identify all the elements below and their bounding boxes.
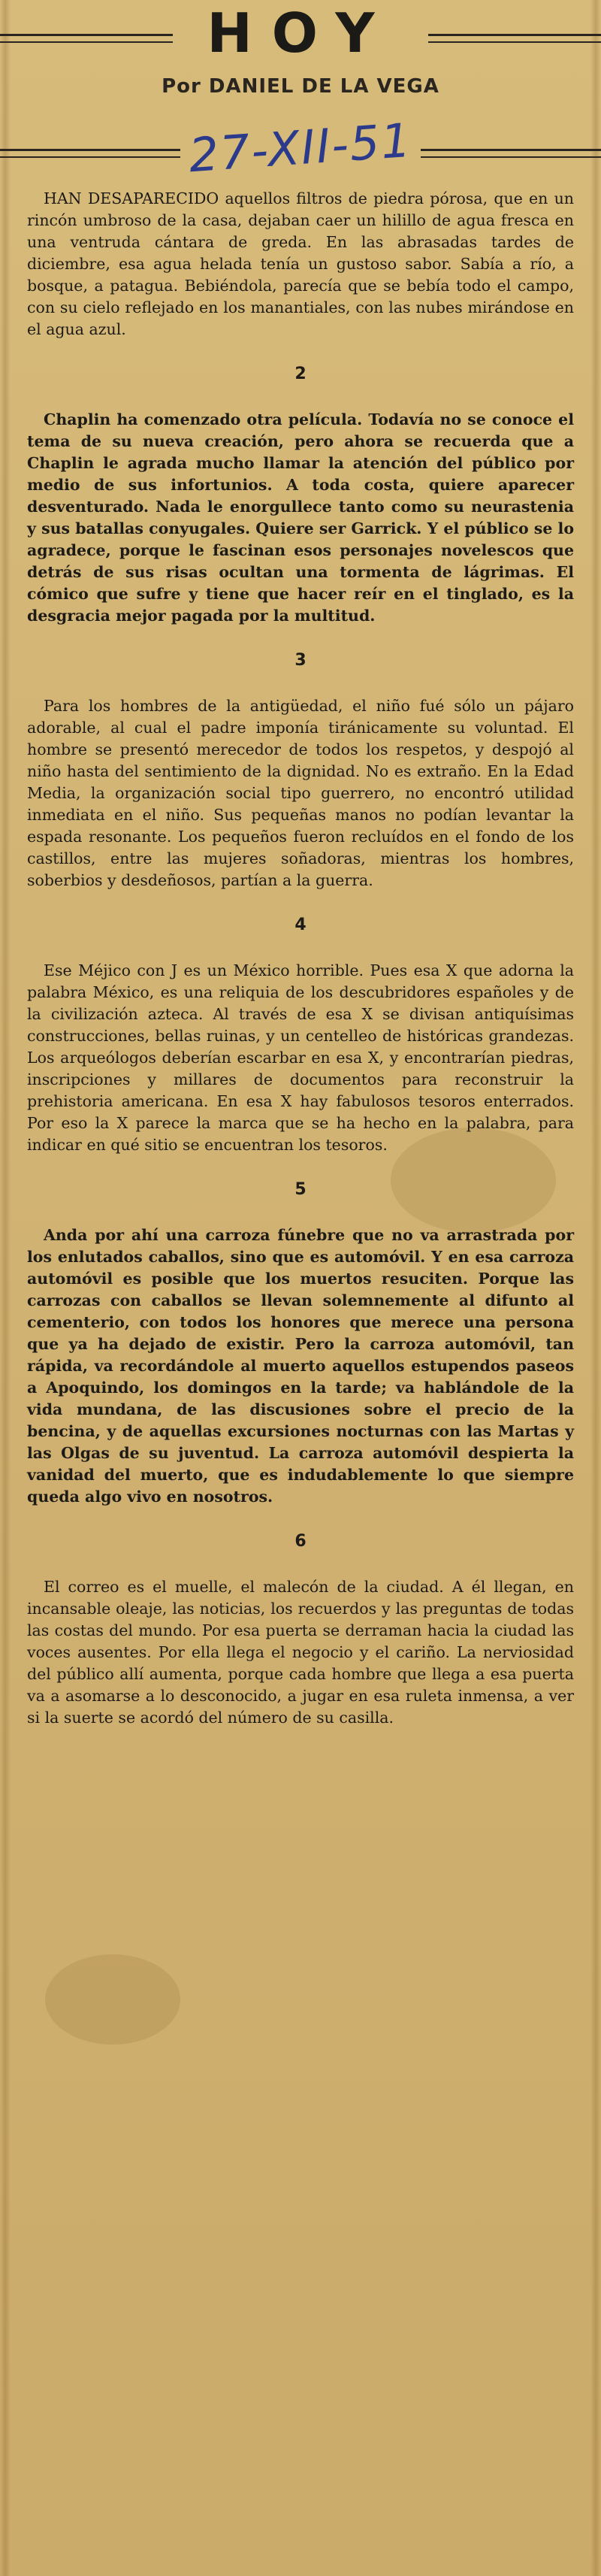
header-rule-right-top: [428, 34, 601, 36]
header-rule-left-lower: [0, 149, 180, 151]
header-rule-left-top: [0, 34, 173, 36]
handwritten-date: 27-XII-51: [187, 112, 414, 183]
header-rule-right-bottom: [428, 41, 601, 43]
section-6-number: 6: [294, 1532, 307, 1551]
section-4-text: Ese Méjico con J es un México horrible. Pues esa X que adorna la palabra México, es una reliquia de los descubridores españoles y de la civilización azteca. Al través de esa X se divisan antiquísimas construcciones, bellas ruinas, y un centelleo de históricas grandezas. Los arqueólogos deberían escarbar en esa X, y encontrarían piedras, inscripciones y millares de documentos para reconstruir la prehistoria americana. En esa X hay fabulosos tesoros enterrados. Por eso la X parece la marca que se ha hecho en la palabra, para indicar en qué sitio se encuentran los tesoros.: [27, 961, 574, 1154]
paper-stain: [45, 1954, 180, 2045]
article-body: [27, 188, 574, 1729]
section-3-number: 3: [294, 651, 307, 670]
header-rule-left-bottom: [0, 41, 173, 43]
column-header: [0, 0, 601, 188]
section-5-text: Anda por ahí una carroza fúnebre que no va arrastrada por los enlutados caballos, sino que es automóvil. Y en esa carroza automóvil es posible que los muertos resuciten. Porque las carrozas con caballos se llevan solemnemente al difunto al cementerio, con todos los honores que merece una persona que ya ha dejado de existir. Pero la carroza automóvil, tan rápida, va recordándole al muerto aquellos estupendos paseos a Apoquindo, los domingos en la tarde; va hablándole de la vida mundana, de las discusiones sobre el precio de la bencina, y de aquellas excursiones nocturnas con las Martas y las Olgas de su juventud. La carroza automóvil despierta la vanidad del muerto, que es indudablemente lo que siempre queda algo vivo en nosotros.: [27, 1226, 574, 1506]
paper-fold-left: [0, 0, 11, 2576]
paper-fold-right: [590, 0, 601, 2576]
column-title: HOY: [207, 2, 394, 65]
section-3-text: Para los hombres de la antigüedad, el niño fué sólo un pájaro adorable, al cual el padre imponía tiránicamente su voluntad. El hombre se presentó merecedor de todos los respetos, y despojó al niño hasta del sentimiento de la dignidad. No es extraño. En la Edad Media, la organización social tipo guerrero, no encontró utilidad inmediata en el niño. Sus pequeñas manos no podían levantar la espada resonante. Los pequeños fueron recluídos en el fondo de los castillos, entre las mujeres soñadoras, mientras los hombres, soberbios y desdeñosos, partían a la guerra.: [27, 697, 574, 889]
author-byline: Por DANIEL DE LA VEGA: [162, 75, 439, 98]
section-5-number: 5: [294, 1180, 307, 1199]
section-2-text: Chaplin ha comenzado otra película. Todavía no se conoce el tema de su nueva creación, pero ahora se recuerda que a Chaplin le agrada mucho llamar la atención del público por medio de sus infortunios. A toda costa, quiere aparecer desventurado. Nada le enorgullece tanto como su neurastenia y sus batallas conyugales. Quiere ser Garrick. Y el público se lo agradece, porque le fascinan esos personajes novelescos que detrás de sus risas ocultan una tormenta de lágrimas. El cómico que sufre y tiene que hacer reír en el tinglado, es la desgracia mejor pagada por la multitud.: [27, 410, 574, 625]
header-rule-right-lower: [421, 149, 601, 151]
section-4-number: 4: [294, 916, 307, 934]
header-rule-right-lower-2: [421, 156, 601, 158]
section-6-text: El correo es el muelle, el malecón de la ciudad. A él llegan, en incansable oleaje, las noticias, los recuerdos y las preguntas de todas las costas del mundo. Por esa puerta se derraman hacia la ciudad las voces ausentes. Por ella llega el negocio y el cariño. La nerviosidad del público allí aumenta, porque cada hombre que llega a esa puerta va a asomarse a lo desconocido, a jugar en esa ruleta inmensa, a ver si la suerte se acordó del número de su casilla.: [27, 1578, 574, 1727]
section-1-text: HAN DESAPARECIDO aquellos filtros de piedra pórosa, que en un rincón umbroso de la casa, dejaban caer un hilillo de agua fresca en una ventruda cántara de greda. En las abrasadas tardes de diciembre, esa agua helada tenía un gustoso sabor. Sabía a río, a bosque, a patagua. Bebiéndola, parecía que se bebía todo el campo, con su cielo reflejado en los manantiales, con las nubes mirándose en el agua azul.: [27, 189, 574, 338]
section-2-number: 2: [294, 365, 307, 383]
header-rule-left-lower-2: [0, 156, 180, 158]
